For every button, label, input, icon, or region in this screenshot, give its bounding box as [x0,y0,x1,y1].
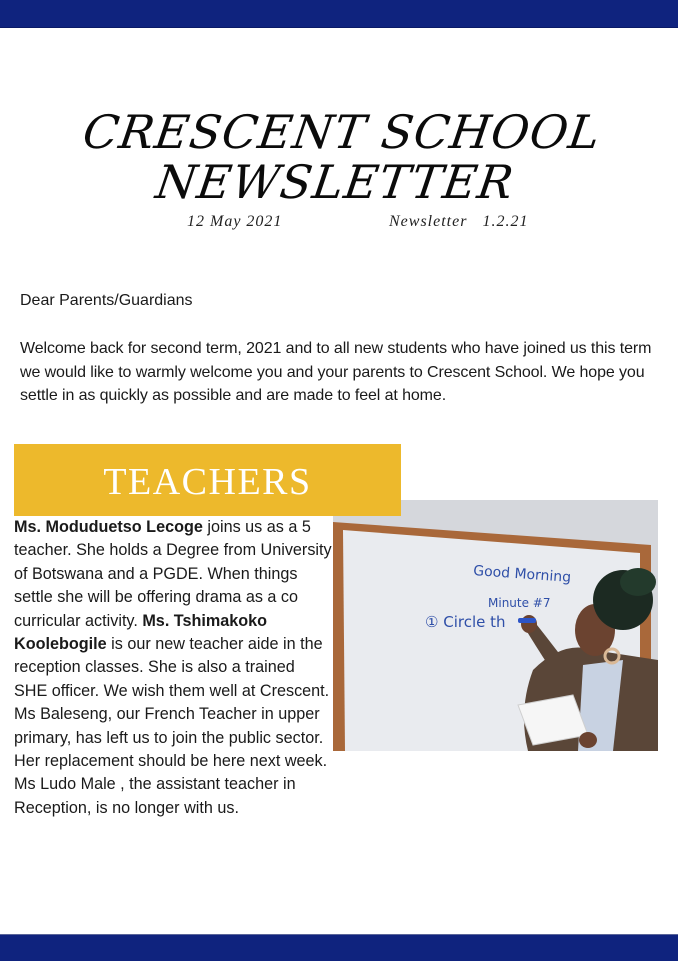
teacher-name-2: Ms. Tshimakoko Koolebogile [14,611,268,654]
marker [518,618,536,623]
teacher-hand [521,615,537,633]
newsletter-title-line1: CRESCENT SCHOOL [79,105,605,159]
newsletter-issue-number: Newsletter 1.2.21 [389,213,529,230]
teacher-text-2: is our new teacher aide in the reception classes. She is also a trained SHE officer. We wish them well at Crescent. Ms Baleseng, our French Teacher in upper primary, has left us to join the public sector. [14,635,330,747]
teacher-name-1: Ms. Moduduetso Lecoge [14,518,203,536]
board-text-line2: Minute #7 [488,596,551,610]
teachers-section-banner [14,444,401,516]
letter-intro-paragraph: Welcome back for second term, 2021 and to all new students who have joined us this term we would like to warmly welcome you and your parents to Crescent School. We hope you settle in as quickly as possible and are made to feel at home. [20,340,652,404]
teachers-heading: TEACHERS [103,461,312,503]
teachers-paragraph [14,516,332,820]
newsletter-title-line2: NEWSLETTER [152,155,518,209]
teacher-text-3: Her replacement should be here next week. Ms Ludo Male , the assistant teacher in Reception, is no longer with us. [14,752,328,817]
teacher-whiteboard-photo [333,500,658,751]
teacher-text-1: joins us as a 5 teacher. She holds a Degree from University of Botswana and a PGDE. When things settle she will be offering drama as a co curricular activity. [14,518,332,630]
photo-illustration [333,500,658,751]
letter-greeting: Dear Parents/Guardians [20,292,193,309]
board-text-line3: ① Circle th [425,613,506,631]
bottom-border-bar [0,934,678,961]
board-text-line1: Good Morning [472,563,572,586]
newsletter-date: 12 May 2021 [187,213,283,230]
top-border-bar [0,0,678,28]
